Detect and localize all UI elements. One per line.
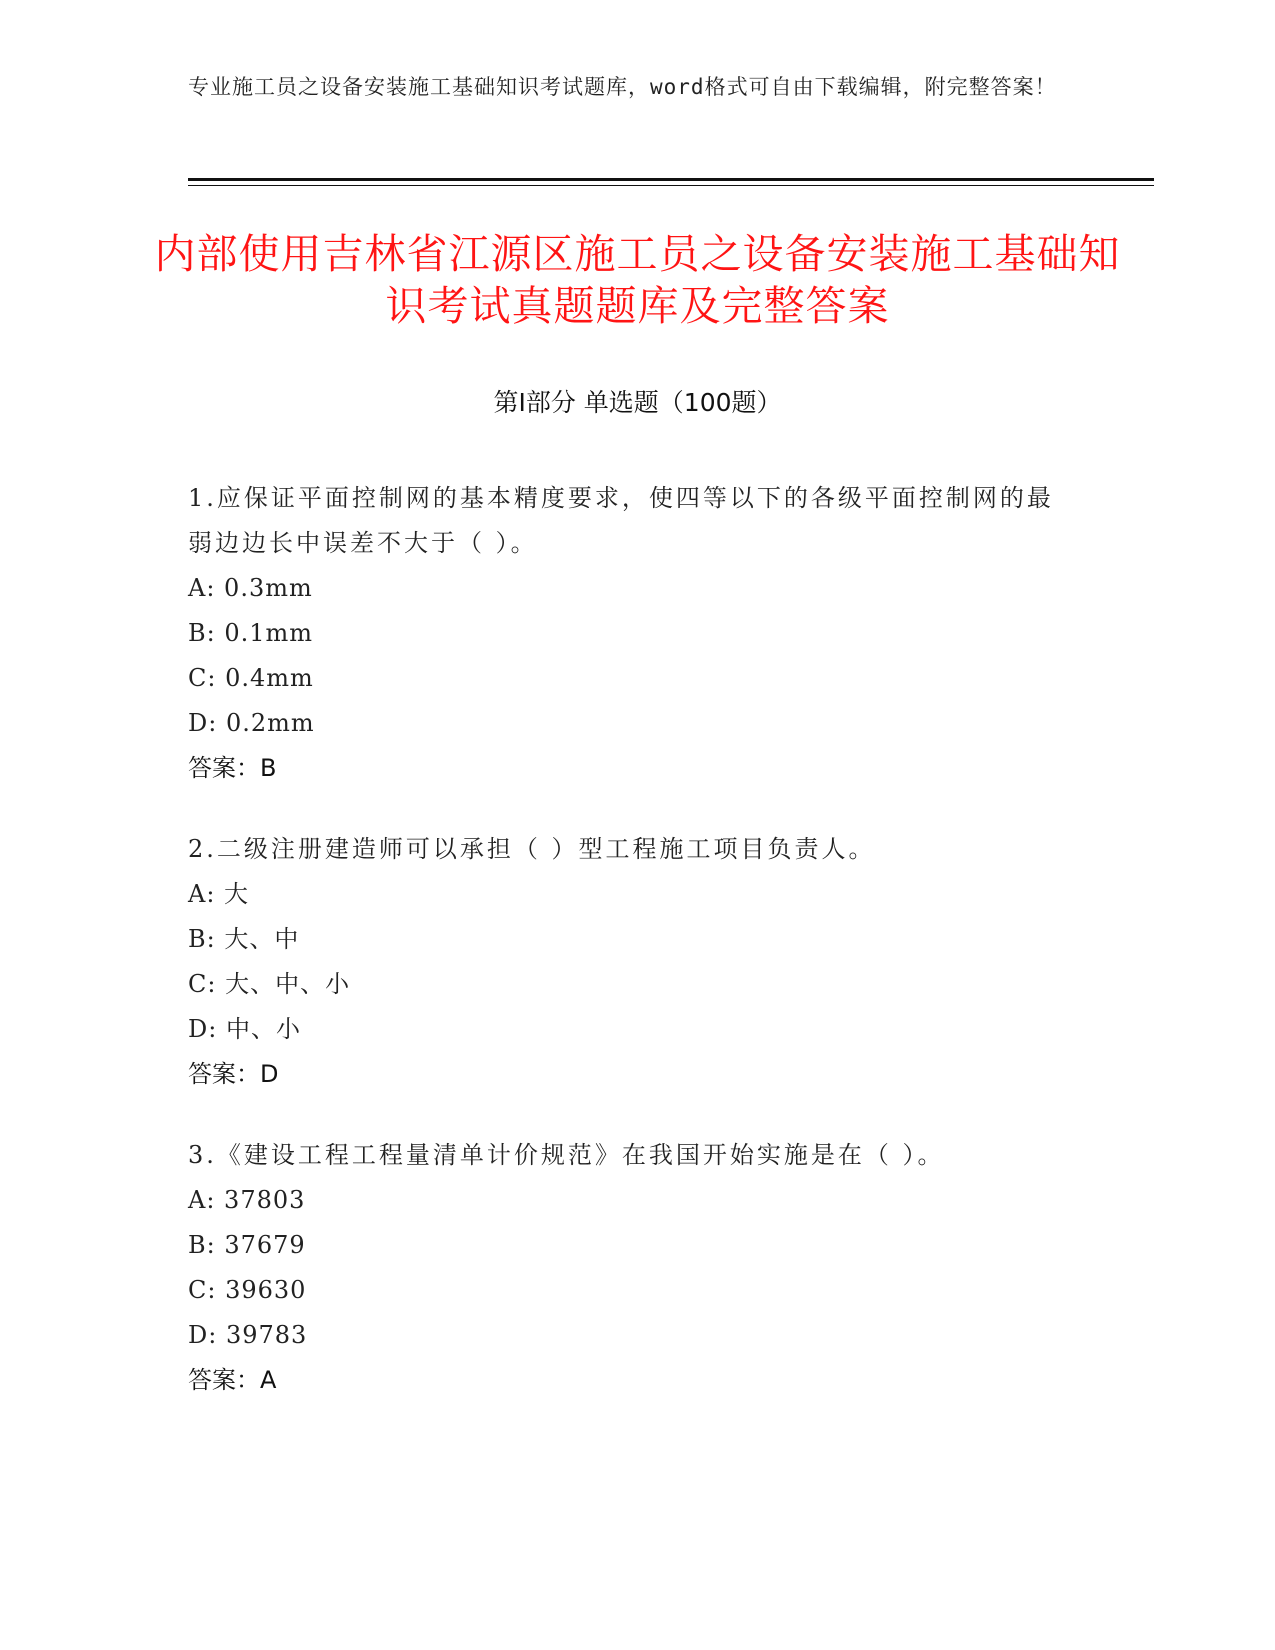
option-c: C: 39630	[188, 1276, 307, 1304]
header-rule-thin	[188, 185, 1154, 186]
option-a: A: 0.3mm	[188, 574, 313, 602]
question-3	[188, 1133, 1068, 1403]
option-d: D: 0.2mm	[188, 709, 315, 737]
question-list	[188, 476, 1068, 1439]
document-title: 内部使用吉林省江源区施工员之设备安装施工基础知识考试真题题库及完整答案	[154, 230, 1121, 330]
option-d: D: 中、小	[188, 1015, 301, 1043]
option-c: C: 0.4mm	[188, 664, 314, 692]
header-note: 专业施工员之设备安装施工基础知识考试题库，word格式可自由下载编辑，附完整答案！	[188, 75, 1057, 99]
option-b: B: 37679	[188, 1231, 306, 1259]
option-b: B: 大、中	[188, 925, 300, 953]
answer: 答案：D	[188, 1060, 279, 1088]
option-d: D: 39783	[188, 1321, 308, 1349]
question-2	[188, 827, 1068, 1097]
answer: 答案：A	[188, 1366, 277, 1394]
option-c: C: 大、中、小	[188, 970, 351, 998]
option-a: A: 37803	[188, 1186, 306, 1214]
header-rule-thick	[188, 178, 1154, 181]
question-stem: 3.《建设工程工程量清单计价规范》在我国开始实施是在（ ）。	[188, 1141, 945, 1169]
question-stem: 1.应保证平面控制网的基本精度要求，使四等以下的各级平面控制网的最弱边边长中误差不大于（ ）。	[188, 484, 1054, 557]
answer: 答案：B	[188, 754, 277, 782]
option-a: A: 大	[188, 880, 250, 908]
question-stem: 2.二级注册建造师可以承担（ ）型工程施工项目负责人。	[188, 835, 876, 863]
section-title: 第Ⅰ部分 单选题（100题）	[493, 388, 782, 417]
option-b: B: 0.1mm	[188, 619, 314, 647]
question-1	[188, 476, 1068, 791]
